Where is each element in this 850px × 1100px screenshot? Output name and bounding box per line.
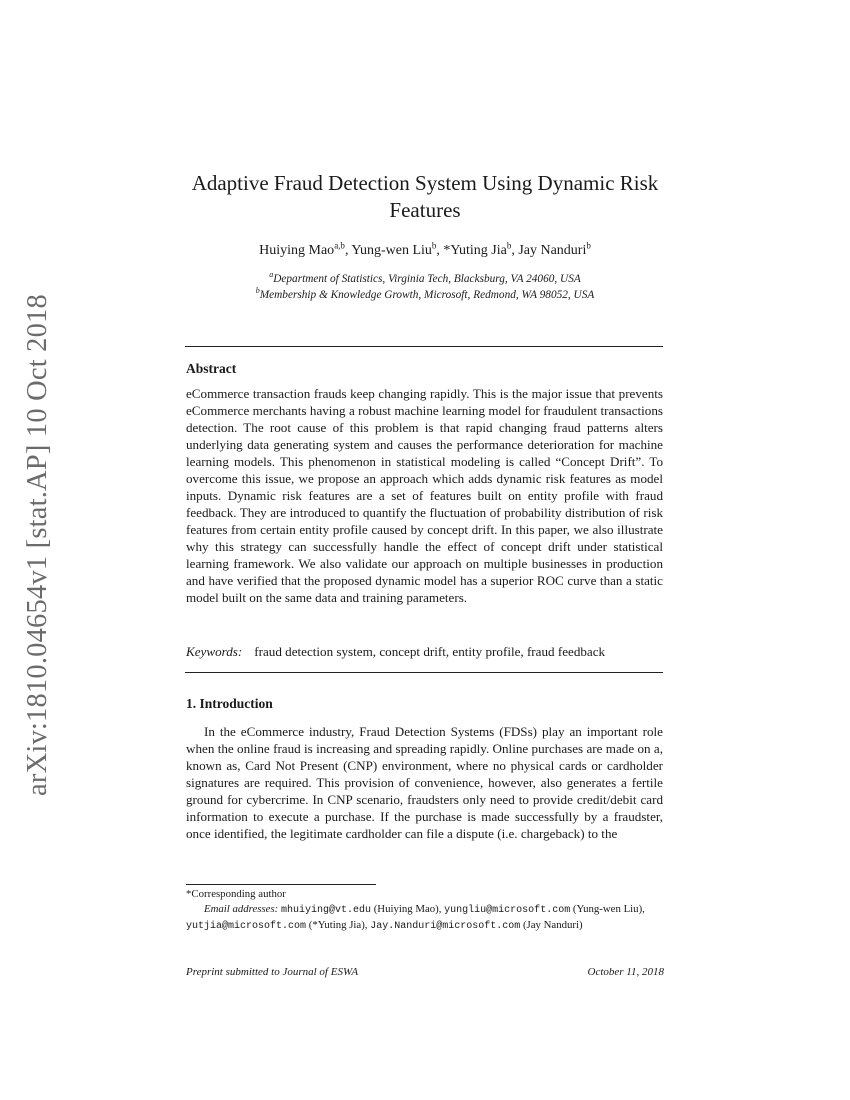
abstract-heading: Abstract [186,361,237,376]
arxiv-identifier: arXiv:1810.04654v1 [stat.AP] 10 Oct 2018 [22,294,53,796]
author: *Yuting Jia$^b$, [443,240,519,258]
author: Yung-wen Liu$^b$, [351,240,444,258]
arxiv-sidebar [0,0,72,1100]
abstract-bottom-rule [185,672,663,673]
preprint-note: Preprint submitted to Journal of ESWA [186,966,359,978]
author-list [185,240,665,259]
preprint-date: October 11, 2018 [587,966,664,978]
paper-title: Adaptive Fraud Detection System Using Dynamic Risk Features [191,171,659,222]
abstract-body: eCommerce transaction frauds keep changing rapidly. This is the major issue that prevents eCommerce merchants having a robust machine learning model for fraudulent transactions detection. The root cause of this problem is that rapid changing fraud patterns alters underlying data generating system and causes the performance deterioration for machine learning models. This phenomenon in statistical modeling is called “Concept Drift”. To overcome this issue, we propose an approach which adds dynamic risk features as model inputs. Dynamic risk features are a set of features built on entity profile with fraud feedback. They are introduced to quantify the fluctuation of probability distribution of risk features from certain entity profile caused by concept drift. In this paper, we also illustrate why this strategy can successfully handle the effect of concept drift under statistical learning framework. We also validate our approach on multiple businesses in production and have verified that the proposed dynamic model has a superior ROC curve than a static model built on the same data and training parameters. [186,386,663,605]
email-link[interactable]: Jay.Nanduri@microsoft.com [370,921,521,932]
keywords-line [186,644,663,660]
affiliation-a: $^a$Department of Statistics, Virginia Tech, Blacksburg, VA 24060, USA [269,270,581,285]
footnote-emails: Email addresses: mhuiying@vt.edu (Huiying Mao), yungliu@microsoft.com (Yung-wen Liu), yutjia@microsoft.com (*Yuting Jia), Jay.Nanduri@microsoft.com (Jay Nanduri) [186,903,645,932]
keywords-text: fraud detection system, concept drift, entity profile, fraud feedback [254,644,606,659]
introduction-body: In the eCommerce industry, Fraud Detection Systems (FDSs) play an important role when the online fraud is increasing and spreading rapidly. Online purchases are made on a, known as, Card Not Present (CNP) environment, where no physical cards or cardholder signatures are required. This provision of convenience, however, also generates a fertile ground for cybercrime. In CNP scenario, fraudsters only need to provide credit/debit card information to execute a purchase. If the purchase is made successfully by a fraudster, once identified, the legitimate cardholder can file a dispute (i.e. chargeback) to the [186,724,663,841]
footnote-rule [186,884,376,885]
affiliation-b: $^b$Membership & Knowledge Growth, Microsoft, Redmond, WA 98052, USA [255,286,595,301]
footnote-corresponding: *Corresponding author [186,888,286,900]
email-link[interactable]: yungliu@microsoft.com [444,905,571,916]
keywords-label: Keywords: [186,644,243,659]
section-heading-introduction: 1. Introduction [186,696,273,711]
abstract-top-rule [185,346,663,347]
email-link[interactable]: mhuiying@vt.edu [280,905,371,916]
author: Huiying Mao$^{a,b}$, [259,240,352,258]
email-link[interactable]: yutjia@microsoft.com [186,921,307,932]
author: Jay Nanduri$^b$ [518,240,591,258]
